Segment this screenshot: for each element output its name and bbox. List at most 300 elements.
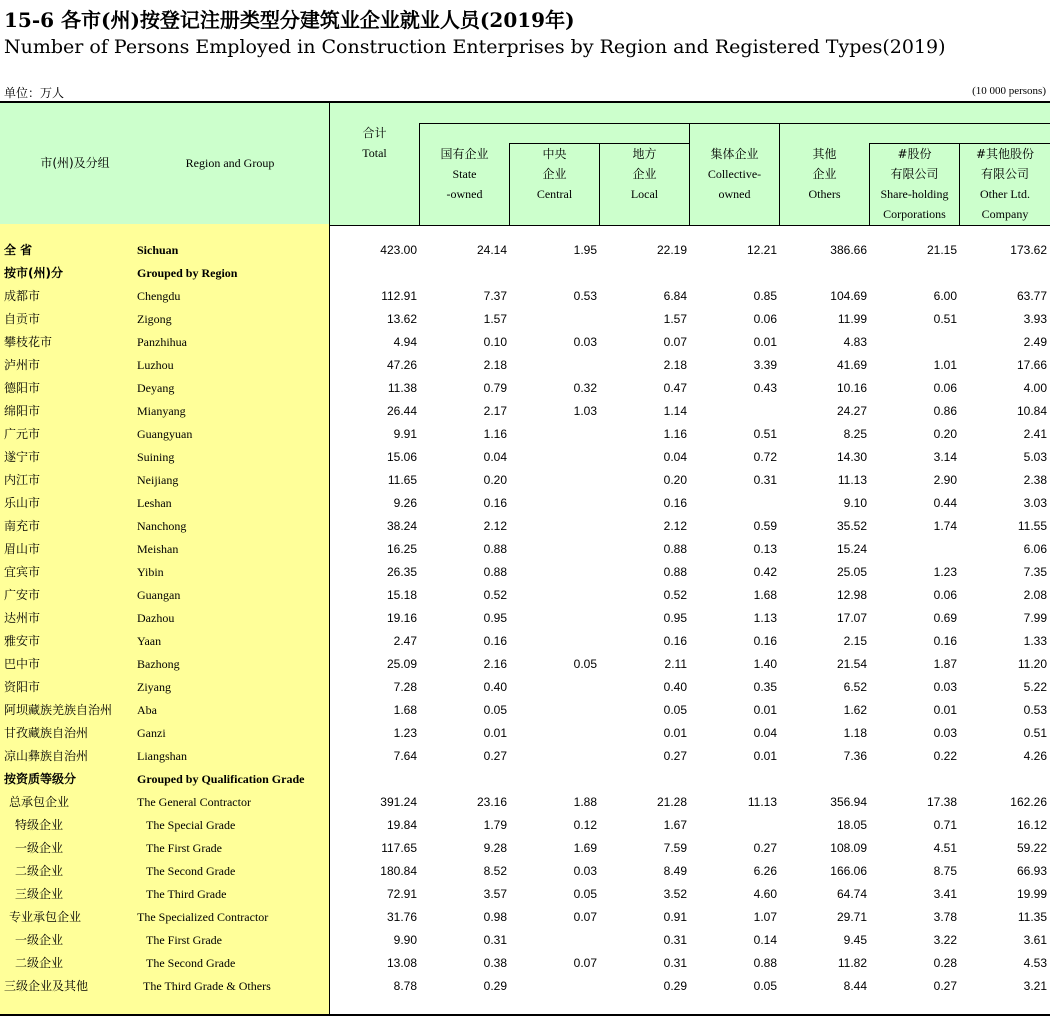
row-label-cn: 三级企业 [15, 887, 64, 901]
cell-value: 8.49 [663, 864, 687, 878]
cell-value: 1.57 [483, 312, 507, 326]
cell-value: 0.71 [933, 818, 957, 832]
row-label-cn: 一级企业 [15, 933, 64, 947]
row-label-cn: 专业承包企业 [9, 910, 82, 924]
row-label-en: The Second Grade [146, 864, 236, 878]
cell-value: 0.31 [753, 473, 777, 487]
cell-value: 2.18 [483, 358, 507, 372]
table-row [0, 860, 1050, 883]
row-label-cn: 绵阳市 [4, 404, 41, 418]
cell-value: 8.52 [483, 864, 507, 878]
cell-value: 0.52 [483, 588, 507, 602]
row-label-en: Deyang [137, 381, 175, 395]
cell-value: 3.41 [933, 887, 957, 901]
cell-value: 162.26 [1010, 795, 1047, 809]
row-label-cn: 一级企业 [15, 841, 64, 855]
table-row [0, 722, 1050, 745]
cell-value: 0.03 [573, 335, 597, 349]
cell-value: 0.95 [663, 611, 687, 625]
cell-value: 0.44 [933, 496, 957, 510]
row-label-en: Grouped by Region [137, 266, 238, 280]
cell-value: 1.07 [753, 910, 777, 924]
cell-value: 0.35 [753, 680, 777, 694]
cell-value: 2.41 [1023, 427, 1047, 441]
table-body [0, 239, 1050, 998]
row-label-en: The Specialized Contractor [137, 910, 269, 924]
cell-value: 9.45 [843, 933, 867, 947]
cell-value: 1.57 [663, 312, 687, 326]
cell-value: 0.88 [663, 565, 687, 579]
cell-value: 0.05 [573, 657, 597, 671]
cell-value: 1.74 [933, 519, 957, 533]
cell-value: 386.66 [830, 243, 867, 257]
row-label-cn: 特级企业 [15, 818, 64, 832]
cell-value: 2.12 [483, 519, 507, 533]
cell-value: 38.24 [386, 519, 417, 533]
cell-value: 1.16 [663, 427, 687, 441]
cell-value: 26.44 [386, 404, 417, 418]
row-label-cn: 南充市 [4, 519, 41, 533]
cell-value: 180.84 [380, 864, 417, 878]
cell-value: 22.19 [656, 243, 687, 257]
cell-value: 1.62 [843, 703, 867, 717]
cell-value: 2.12 [663, 519, 687, 533]
cell-value: 6.52 [843, 680, 867, 694]
table-row [0, 400, 1050, 423]
table-row [0, 584, 1050, 607]
cell-value: 0.16 [753, 634, 777, 648]
cell-value: 3.14 [933, 450, 957, 464]
cell-value: 2.18 [663, 358, 687, 372]
cell-value: 4.51 [933, 841, 957, 855]
cell-value: 17.66 [1016, 358, 1047, 372]
row-label-en: Ziyang [137, 680, 171, 694]
unit-label-english: (10 000 persons) [972, 85, 1046, 97]
row-label-en: Liangshan [137, 749, 187, 763]
cell-value: 1.23 [393, 726, 417, 740]
cell-value: 3.61 [1023, 933, 1047, 947]
row-label-en: The First Grade [146, 841, 222, 855]
row-label-en: The First Grade [146, 933, 222, 947]
cell-value: 4.26 [1023, 749, 1047, 763]
cell-value: 0.01 [753, 749, 777, 763]
cell-value: 15.18 [386, 588, 417, 602]
cell-value: 6.06 [1023, 542, 1047, 556]
row-label-en: Dazhou [137, 611, 175, 625]
cell-value: 16.12 [1016, 818, 1047, 832]
cell-value: 29.71 [836, 910, 867, 924]
cell-value: 11.35 [1017, 910, 1047, 924]
row-label-en: The General Contractor [137, 795, 251, 809]
cell-value: 1.23 [933, 565, 957, 579]
cell-value: 2.49 [1023, 335, 1047, 349]
cell-value: 0.13 [753, 542, 777, 556]
row-label-cn: 自贡市 [4, 312, 41, 326]
row-label-en: Meishan [137, 542, 179, 556]
cell-value: 2.11 [664, 657, 687, 671]
cell-value: 0.01 [753, 703, 777, 717]
cell-value: 4.60 [753, 887, 777, 901]
cell-value: 1.01 [933, 358, 957, 372]
cell-value: 8.44 [843, 979, 867, 993]
cell-value: 0.07 [573, 910, 597, 924]
cell-value: 117.65 [381, 841, 417, 855]
cell-value: 59.22 [1016, 841, 1047, 855]
table-row [0, 492, 1050, 515]
cell-value: 0.07 [663, 335, 687, 349]
row-label-cn: 遂宁市 [4, 450, 41, 464]
row-label-cn: 甘孜藏族自治州 [4, 726, 89, 740]
cell-value: 72.91 [386, 887, 417, 901]
table-row [0, 446, 1050, 469]
row-label-en: Yaan [137, 634, 162, 648]
cell-value: 0.52 [663, 588, 687, 602]
cell-value: 0.05 [483, 703, 507, 717]
row-label-cn: 资阳市 [4, 680, 41, 694]
cell-value: 4.53 [1023, 956, 1047, 970]
cell-value: 0.38 [483, 956, 507, 970]
row-label-cn: 宜宾市 [4, 565, 41, 579]
row-label-en: Luzhou [137, 358, 174, 372]
cell-value: 31.76 [386, 910, 417, 924]
cell-value: 35.52 [836, 519, 867, 533]
cell-value: 1.87 [933, 657, 957, 671]
cell-value: 9.28 [483, 841, 507, 855]
cell-value: 0.47 [663, 381, 687, 395]
cell-value: 0.04 [483, 450, 507, 464]
row-label-en: The Third Grade & Others [143, 979, 271, 993]
cell-value: 1.88 [573, 795, 597, 809]
table-row [0, 469, 1050, 492]
row-label-cn: 乐山市 [4, 496, 41, 510]
cell-value: 0.05 [573, 887, 597, 901]
row-label-en: Mianyang [137, 404, 186, 418]
row-label-en: Zigong [137, 312, 172, 326]
cell-value: 3.93 [1023, 312, 1047, 326]
row-label-cn: 德阳市 [4, 381, 41, 395]
cell-value: 13.62 [386, 312, 417, 326]
row-label-en: Aba [137, 703, 157, 717]
cell-value: 11.13 [837, 473, 867, 487]
row-label-cn: 阿坝藏族羌族自治州 [4, 703, 113, 717]
cell-value: 0.27 [663, 749, 687, 763]
cell-value: 1.79 [483, 818, 507, 832]
cell-value: 0.53 [1023, 703, 1047, 717]
cell-value: 6.84 [663, 289, 687, 303]
cell-value: 0.20 [483, 473, 507, 487]
header-shareholding: #股份 有限公司 Share-holding Corporations [880, 147, 949, 221]
cell-value: 11.65 [387, 473, 417, 487]
row-label-cn: 广元市 [4, 427, 41, 441]
header-state-owned: 国有企业 State -owned [440, 147, 489, 201]
cell-value: 26.35 [386, 565, 417, 579]
cell-value: 47.26 [386, 358, 417, 372]
cell-value: 2.16 [483, 657, 507, 671]
table-row [0, 607, 1050, 630]
cell-value: 8.78 [393, 979, 417, 993]
table-row [0, 952, 1050, 975]
cell-value: 0.31 [663, 956, 687, 970]
cell-value: 3.21 [1023, 979, 1047, 993]
row-label-cn: 雅安市 [4, 634, 41, 648]
cell-value: 356.94 [830, 795, 867, 809]
cell-value: 391.24 [380, 795, 417, 809]
cell-value: 0.03 [933, 680, 957, 694]
table-row [0, 377, 1050, 400]
cell-value: 108.09 [830, 841, 867, 855]
cell-value: 0.07 [573, 956, 597, 970]
table-row [0, 423, 1050, 446]
row-label-cn: 巴中市 [4, 657, 41, 671]
table-title-chinese: 15-6 各市(州)按登记注册类型分建筑业企业就业人员(2019年) [4, 8, 575, 32]
cell-value: 0.40 [663, 680, 687, 694]
table-row [0, 699, 1050, 722]
row-label-en: Nanchong [137, 519, 187, 533]
row-label-cn: 成都市 [4, 289, 41, 303]
header-region-en: Region and Group [185, 156, 275, 170]
header-collective: 集体企业 Collective- owned [707, 147, 762, 201]
cell-value: 2.38 [1023, 473, 1047, 487]
cell-value: 17.07 [836, 611, 867, 625]
header-total: 合计 Total [362, 126, 387, 160]
cell-value: 0.03 [933, 726, 957, 740]
cell-value: 0.29 [663, 979, 687, 993]
table-row [0, 239, 1050, 262]
cell-value: 25.05 [836, 565, 867, 579]
row-label-en: The Special Grade [146, 818, 236, 832]
cell-value: 7.37 [483, 289, 507, 303]
cell-value: 1.18 [843, 726, 867, 740]
cell-value: 24.14 [476, 243, 507, 257]
table-row [0, 768, 1050, 791]
cell-value: 23.16 [476, 795, 507, 809]
cell-value: 24.27 [836, 404, 867, 418]
header-other-ltd: #其他股份 有限公司 Other Ltd. Company [975, 147, 1035, 221]
table-row [0, 837, 1050, 860]
cell-value: 10.16 [836, 381, 867, 395]
cell-value: 0.16 [663, 496, 687, 510]
row-label-en: Chengdu [137, 289, 181, 303]
table-row [0, 883, 1050, 906]
cell-value: 4.00 [1023, 381, 1047, 395]
row-label-en: The Second Grade [146, 956, 236, 970]
cell-value: 12.98 [836, 588, 867, 602]
cell-value: 41.69 [836, 358, 867, 372]
table-row [0, 975, 1050, 998]
cell-value: 0.04 [663, 450, 687, 464]
cell-value: 1.14 [663, 404, 687, 418]
cell-value: 104.69 [830, 289, 867, 303]
cell-value: 4.83 [843, 335, 867, 349]
cell-value: 0.32 [573, 381, 597, 395]
cell-value: 0.01 [483, 726, 507, 740]
cell-value: 0.31 [483, 933, 507, 947]
cell-value: 19.84 [386, 818, 417, 832]
cell-value: 6.26 [753, 864, 777, 878]
row-label-cn: 三级企业及其他 [4, 979, 89, 993]
cell-value: 11.55 [1017, 519, 1047, 533]
cell-value: 0.51 [1023, 726, 1047, 740]
table-header [0, 101, 1050, 226]
cell-value: 10.84 [1016, 404, 1047, 418]
cell-value: 21.15 [926, 243, 957, 257]
cell-value: 7.28 [393, 680, 417, 694]
cell-value: 4.94 [393, 335, 417, 349]
cell-value: 63.77 [1016, 289, 1047, 303]
cell-value: 3.78 [933, 910, 957, 924]
row-label-en: Leshan [137, 496, 172, 510]
cell-value: 0.29 [483, 979, 507, 993]
cell-value: 0.16 [483, 496, 507, 510]
cell-value: 112.91 [381, 289, 417, 303]
cell-value: 0.20 [933, 427, 957, 441]
table-row [0, 929, 1050, 952]
cell-value: 1.03 [573, 404, 597, 418]
cell-value: 64.74 [836, 887, 867, 901]
cell-value: 12.21 [746, 243, 777, 257]
cell-value: 0.01 [753, 335, 777, 349]
cell-value: 3.03 [1023, 496, 1047, 510]
cell-value: 15.24 [836, 542, 867, 556]
cell-value: 7.36 [843, 749, 867, 763]
cell-value: 0.20 [663, 473, 687, 487]
cell-value: 3.22 [933, 933, 957, 947]
cell-value: 1.69 [573, 841, 597, 855]
row-label-cn: 内江市 [4, 473, 41, 487]
cell-value: 0.88 [753, 956, 777, 970]
table-row [0, 561, 1050, 584]
cell-value: 0.91 [663, 910, 687, 924]
cell-value: 7.35 [1023, 565, 1047, 579]
header-others: 其他 企业 Others [808, 147, 841, 201]
cell-value: 0.51 [753, 427, 777, 441]
row-label-cn: 攀枝花市 [4, 335, 53, 349]
cell-value: 8.75 [933, 864, 957, 878]
cell-value: 0.06 [933, 588, 957, 602]
cell-value: 166.06 [830, 864, 867, 878]
cell-value: 0.16 [933, 634, 957, 648]
row-label-cn: 眉山市 [4, 542, 41, 556]
cell-value: 1.13 [753, 611, 777, 625]
cell-value: 0.69 [933, 611, 957, 625]
cell-value: 15.06 [386, 450, 417, 464]
cell-value: 173.62 [1010, 243, 1047, 257]
row-label-cn: 总承包企业 [9, 795, 70, 809]
table-row [0, 906, 1050, 929]
cell-value: 0.01 [933, 703, 957, 717]
table-row [0, 285, 1050, 308]
cell-value: 0.06 [753, 312, 777, 326]
cell-value: 17.38 [926, 795, 957, 809]
cell-value: 0.14 [753, 933, 777, 947]
cell-value: 13.08 [386, 956, 417, 970]
row-label-en: Sichuan [137, 243, 179, 257]
row-label-en: Grouped by Qualification Grade [137, 772, 305, 786]
cell-value: 9.26 [393, 496, 417, 510]
cell-value: 1.33 [1023, 634, 1047, 648]
cell-value: 11.38 [387, 381, 417, 395]
table-row [0, 354, 1050, 377]
cell-value: 19.99 [1016, 887, 1047, 901]
cell-value: 0.59 [753, 519, 777, 533]
row-label-cn: 达州市 [4, 611, 41, 625]
cell-value: 19.16 [386, 611, 417, 625]
cell-value: 2.17 [483, 404, 507, 418]
cell-value: 0.85 [753, 289, 777, 303]
cell-value: 1.68 [753, 588, 777, 602]
cell-value: 0.31 [663, 933, 687, 947]
row-label-en: Yibin [137, 565, 164, 579]
cell-value: 0.03 [573, 864, 597, 878]
cell-value: 16.25 [386, 542, 417, 556]
cell-value: 14.30 [836, 450, 867, 464]
cell-value: 0.42 [753, 565, 777, 579]
cell-value: 423.00 [380, 243, 417, 257]
cell-value: 3.52 [663, 887, 687, 901]
row-label-cn: 凉山彝族自治州 [4, 749, 89, 763]
table-title-english: Number of Persons Employed in Construction Enterprises by Region and Registered Types(2019) [4, 36, 946, 58]
cell-value: 1.95 [573, 243, 597, 257]
table-row [0, 814, 1050, 837]
header-region-cn: 市(州)及分组 [40, 156, 110, 170]
row-label-cn: 全 省 [4, 243, 33, 257]
cell-value: 0.79 [483, 381, 507, 395]
row-label-en: Suining [137, 450, 175, 464]
table-row [0, 630, 1050, 653]
cell-value: 1.16 [483, 427, 507, 441]
cell-value: 11.20 [1017, 657, 1047, 671]
cell-value: 9.91 [393, 427, 417, 441]
cell-value: 0.72 [753, 450, 777, 464]
table-row [0, 676, 1050, 699]
table-row [0, 308, 1050, 331]
row-label-en: Guangan [137, 588, 181, 602]
row-label-cn: 二级企业 [15, 864, 64, 878]
row-label-en: Ganzi [137, 726, 166, 740]
cell-value: 2.15 [843, 634, 867, 648]
cell-value: 21.54 [836, 657, 867, 671]
row-label-en: Guangyuan [137, 427, 193, 441]
cell-value: 0.04 [753, 726, 777, 740]
cell-value: 7.59 [663, 841, 687, 855]
cell-value: 0.51 [933, 312, 957, 326]
cell-value: 21.28 [656, 795, 687, 809]
cell-value: 66.93 [1016, 864, 1047, 878]
cell-value: 0.10 [483, 335, 507, 349]
cell-value: 7.99 [1023, 611, 1047, 625]
cell-value: 8.25 [843, 427, 867, 441]
cell-value: 3.39 [753, 358, 777, 372]
header-central: 中央 企业 Central [536, 147, 573, 201]
cell-value: 0.86 [933, 404, 957, 418]
cell-value: 0.98 [483, 910, 507, 924]
cell-value: 0.27 [933, 979, 957, 993]
row-label-en: The Third Grade [146, 887, 227, 901]
unit-label-chinese: 单位：万人 [4, 86, 65, 100]
cell-value: 0.12 [573, 818, 597, 832]
row-label-cn: 按市(州)分 [4, 266, 63, 280]
cell-value: 0.27 [483, 749, 507, 763]
cell-value: 25.09 [386, 657, 417, 671]
cell-value: 0.16 [483, 634, 507, 648]
cell-value: 18.05 [836, 818, 867, 832]
cell-value: 9.90 [393, 933, 417, 947]
cell-value: 0.16 [663, 634, 687, 648]
row-label-en: Panzhihua [137, 335, 187, 349]
cell-value: 0.05 [663, 703, 687, 717]
cell-value: 11.13 [747, 795, 777, 809]
cell-value: 1.40 [753, 657, 777, 671]
